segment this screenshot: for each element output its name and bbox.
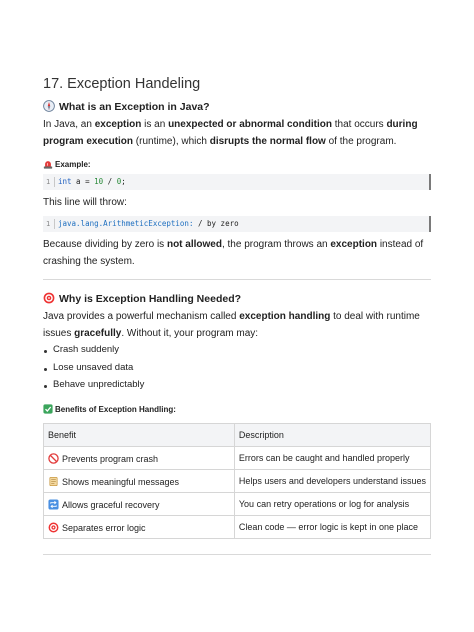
benefit-cell: Separates error logic	[44, 516, 235, 539]
description-cell: Clean code — error logic is kept in one place	[234, 516, 430, 539]
description-cell: Errors can be caught and handled properly	[234, 447, 430, 470]
gutter-divider	[54, 177, 55, 187]
heading-text: What is an Exception in Java?	[59, 101, 210, 113]
list-item: Lose unsaved data	[43, 359, 144, 377]
consequences-list	[43, 341, 144, 394]
table-header-row	[44, 424, 431, 447]
code-block-2	[43, 216, 431, 232]
example-label-text: Example:	[55, 160, 91, 169]
benefit-cell: Shows meaningful messages	[44, 470, 235, 493]
code-line-number: 1	[46, 220, 51, 228]
benefits-table	[43, 423, 431, 539]
target-icon	[48, 522, 59, 533]
scroll-icon	[48, 476, 59, 487]
list-item: Crash suddenly	[43, 341, 144, 359]
compass-icon	[43, 100, 55, 112]
no-entry-icon	[48, 453, 59, 464]
divide-by-zero-paragraph: Because dividing by zero is not allowed, the program throws an exception instead of crashing the system.	[43, 239, 424, 267]
check-mark-icon	[43, 404, 53, 414]
benefits-label-text: Benefits of Exception Handling:	[55, 405, 176, 414]
divider	[43, 279, 431, 280]
benefit-cell: Prevents program crash	[44, 447, 235, 470]
section-heading-why-needed	[43, 292, 241, 305]
benefits-label	[43, 404, 176, 414]
repeat-icon	[48, 499, 59, 510]
siren-icon	[43, 159, 53, 169]
code-line-number: 1	[46, 178, 51, 186]
example-label	[43, 159, 91, 169]
divider	[43, 554, 431, 555]
table-row	[44, 516, 431, 539]
column-header-description: Description	[234, 424, 430, 447]
benefit-cell: Allows graceful recovery	[44, 493, 235, 516]
table-row	[44, 493, 431, 516]
description-cell: Helps users and developers understand issues	[234, 470, 430, 493]
handling-paragraph: Java provides a powerful mechanism called exception handling to deal with runtime issues gracefully. Without it, your program may:	[43, 311, 420, 339]
section-heading-what-is-exception	[43, 100, 210, 113]
code-block-1	[43, 174, 431, 190]
page-title: 17. Exception Handeling	[43, 76, 201, 92]
code-line: java.lang.ArithmeticException: / by zero	[58, 219, 239, 228]
throw-text: This line will throw:	[43, 197, 127, 208]
table-row	[44, 447, 431, 470]
code-line: int a = 10 / 0;	[58, 177, 126, 186]
table-row	[44, 470, 431, 493]
heading-text: Why is Exception Handling Needed?	[59, 293, 242, 305]
column-header-benefit: Benefit	[44, 424, 235, 447]
description-cell: You can retry operations or log for analysis	[234, 493, 430, 516]
gutter-divider	[54, 219, 55, 229]
intro-paragraph: In Java, an exception is an unexpected or abnormal condition that occurs during program execution (runtime), which disrupts the normal flow of the program.	[43, 119, 418, 147]
target-icon	[43, 292, 55, 304]
list-item: Behave unpredictably	[43, 376, 144, 394]
